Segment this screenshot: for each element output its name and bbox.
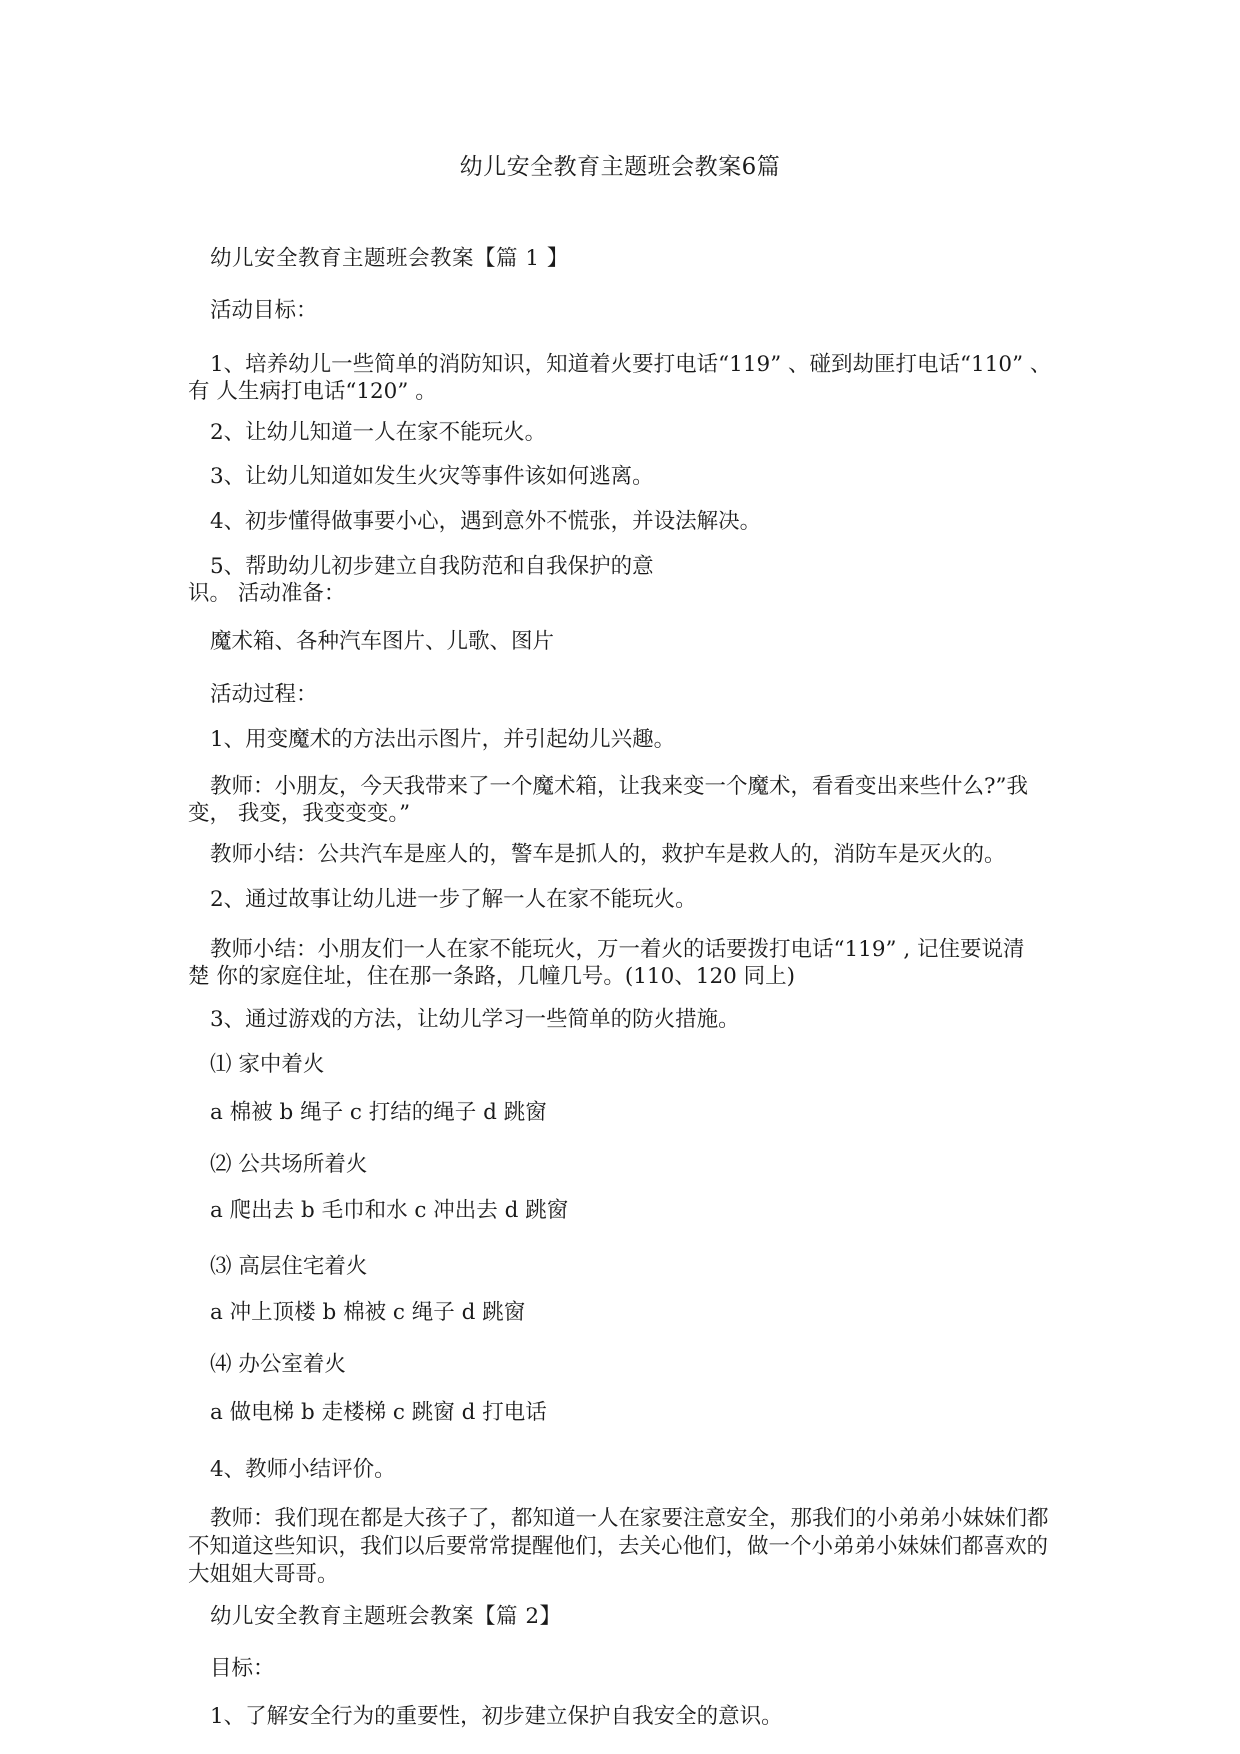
paragraph-line: 3、通过游戏的方法，让幼儿学习一些简单的防火措施。 <box>210 1007 740 1032</box>
section-heading-1: 幼儿安全教育主题班会教案【篇 1 】 <box>210 246 569 271</box>
option-line: a 棉被 b 绳子 c 打结的绳子 d 跳窗 <box>210 1100 547 1125</box>
paragraph-line: 教师小结：公共汽车是座人的，警车是抓人的，救护车是救人的，消防车是灭火的。 <box>210 842 1006 867</box>
paragraph-line: 有 人生病打电话“120” 。 <box>188 379 437 404</box>
paragraph-line: 活动过程： <box>210 682 318 707</box>
option-line: a 爬出去 b 毛巾和水 c 冲出去 d 跳窗 <box>210 1198 569 1223</box>
paragraph-line: 5、帮助幼儿初步建立自我防范和自我保护的意 <box>210 554 654 579</box>
paragraph-line: 2、让幼儿知道一人在家不能玩火。 <box>210 420 547 445</box>
option-line: a 冲上顶楼 b 棉被 c 绳子 d 跳窗 <box>210 1300 526 1325</box>
paragraph-line: 大姐姐大哥哥。 <box>188 1562 339 1587</box>
list-subheading: ⑶ 高层住宅着火 <box>210 1254 368 1279</box>
paragraph-line: 魔术箱、各种汽车图片、儿歌、图片 <box>210 629 555 654</box>
paragraph-line: 活动目标： <box>210 298 318 323</box>
section-heading-2: 幼儿安全教育主题班会教案【篇 2】 <box>210 1604 562 1629</box>
paragraph-line: 识。 活动准备： <box>188 581 346 606</box>
option-line: a 做电梯 b 走楼梯 c 跳窗 d 打电话 <box>210 1400 547 1425</box>
paragraph-line: 1、用变魔术的方法出示图片，并引起幼儿兴趣。 <box>210 727 676 752</box>
paragraph-line: 不知道这些知识，我们以后要常常提醒他们，去关心他们，做一个小弟弟小妹妹们都喜欢的 <box>188 1534 1049 1559</box>
paragraph-line: 4、教师小结评价。 <box>210 1457 396 1482</box>
paragraph-line: 教师：小朋友，今天我带来了一个魔术箱，让我来变一个魔术，看看变出来些什么?”我 <box>210 774 1029 799</box>
paragraph-line: 1、了解安全行为的重要性，初步建立保护自我安全的意识。 <box>210 1704 783 1729</box>
list-subheading: ⑵ 公共场所着火 <box>210 1152 368 1177</box>
list-subheading: ⑷ 办公室着火 <box>210 1352 346 1377</box>
paragraph-line: 目标： <box>210 1656 275 1681</box>
paragraph-line: 教师：我们现在都是大孩子了，都知道一人在家要注意安全，那我们的小弟弟小妹妹们都 <box>210 1506 1049 1531</box>
paragraph-line: 教师小结：小朋友们一人在家不能玩火，万一着火的话要拨打电话“119” , 记住要说清 <box>210 937 1025 962</box>
document-title: 幼儿安全教育主题班会教案6篇 <box>459 154 781 180</box>
paragraph-line: 4、初步懂得做事要小心，遇到意外不慌张，并设法解决。 <box>210 509 762 534</box>
list-subheading: ⑴ 家中着火 <box>210 1052 325 1077</box>
paragraph-line: 3、让幼儿知道如发生火灾等事件该如何逃离。 <box>210 464 654 489</box>
paragraph-line: 变， 我变，我变变变。” <box>188 801 411 826</box>
paragraph-line: 1、培养幼儿一些简单的消防知识，知道着火要打电话“119” 、碰到劫匪打电话“110” 、 <box>210 352 1052 377</box>
paragraph-line: 楚 你的家庭住址，住在那一条路，几幢几号。(110、120 同上) <box>188 964 796 989</box>
paragraph-line: 2、通过故事让幼儿进一步了解一人在家不能玩火。 <box>210 887 697 912</box>
